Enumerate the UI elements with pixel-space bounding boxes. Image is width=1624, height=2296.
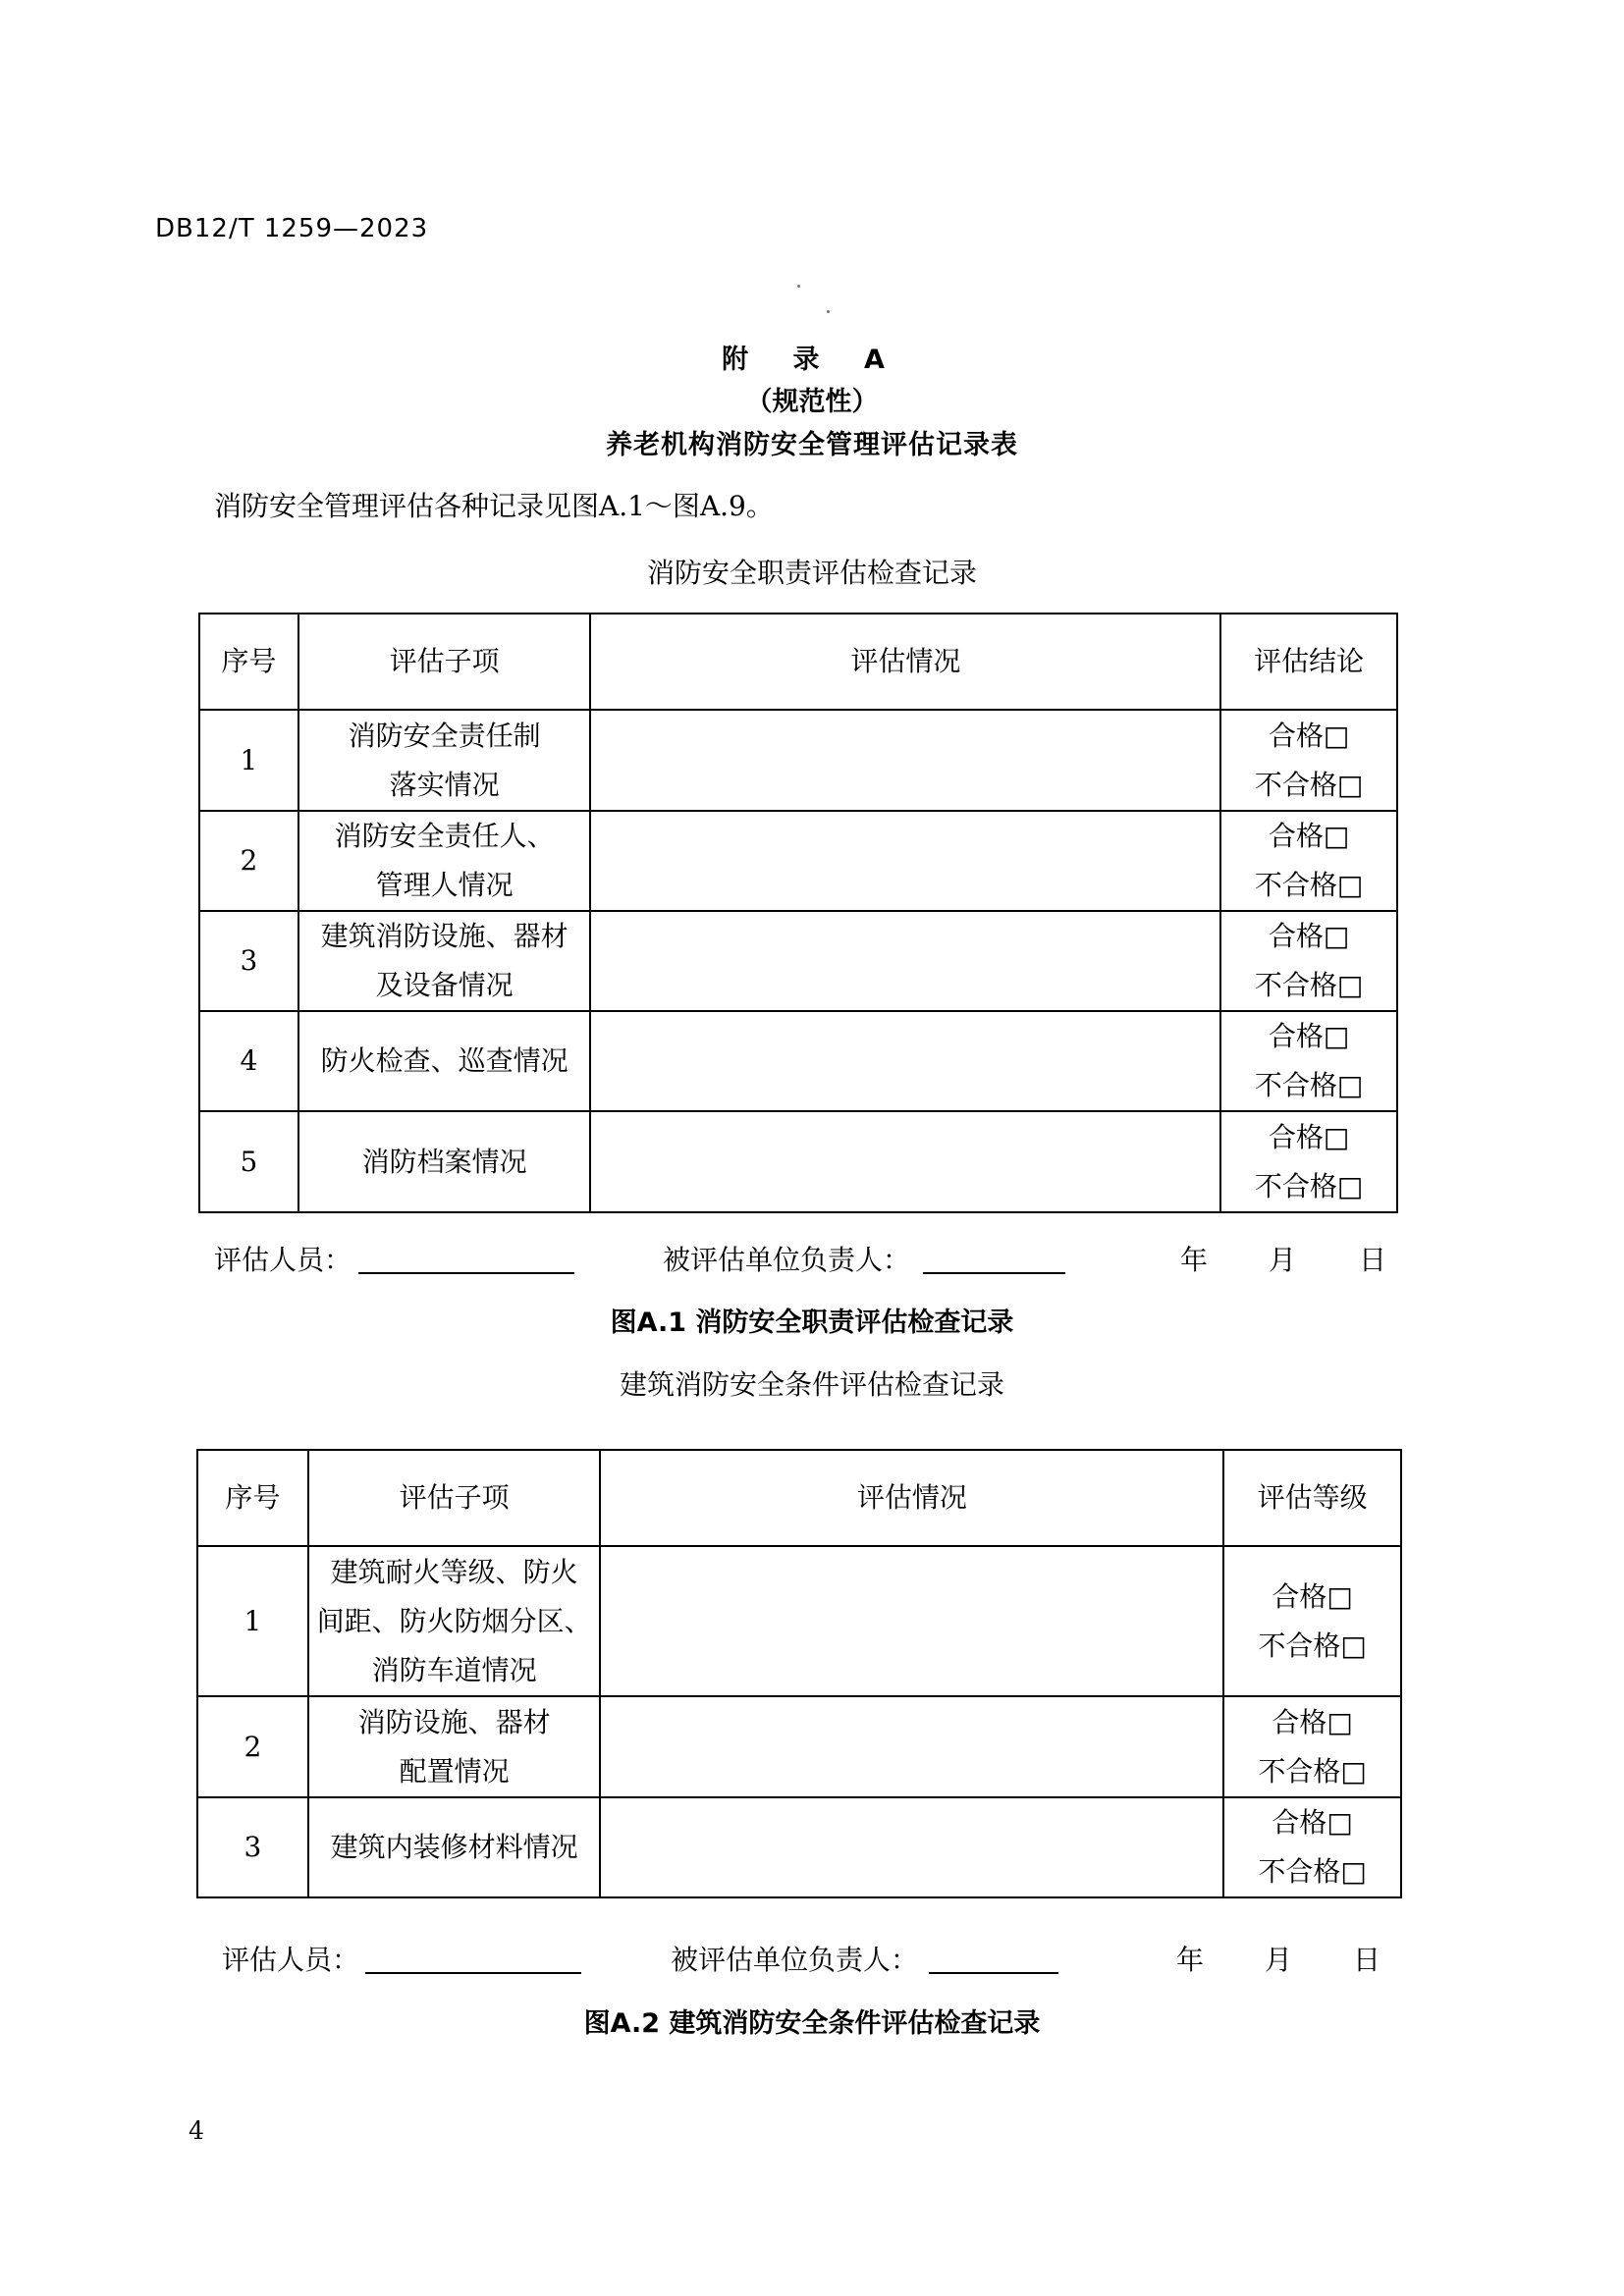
month-label: 月 — [1269, 1244, 1297, 1276]
item-line: 防火检查、巡查情况 — [320, 1044, 568, 1077]
document-code: DB12/T 1259—2023 — [155, 214, 429, 243]
pass-checkbox[interactable]: 合格□ — [1272, 1705, 1353, 1738]
assessor-signature-line[interactable] — [365, 1972, 581, 1974]
fail-checkbox[interactable]: 不合格□ — [1254, 969, 1364, 1001]
item-line: 及设备情况 — [375, 969, 514, 1001]
fail-checkbox[interactable]: 不合格□ — [1254, 869, 1364, 901]
status-cell[interactable] — [590, 811, 1220, 911]
item-line: 消防车道情况 — [371, 1653, 537, 1686]
row-number: 4 — [199, 1011, 298, 1111]
intro-paragraph: 消防安全管理评估各种记录见图A.1～图A.9。 — [214, 490, 774, 522]
appendix-nature: （规范性） — [745, 387, 879, 417]
row-number: 2 — [197, 1696, 308, 1797]
table-row — [197, 1546, 1401, 1696]
table1-header-row — [199, 614, 1397, 710]
table1 — [198, 613, 1398, 1213]
header-cell: 评估等级 — [1223, 1450, 1401, 1546]
item-cell — [298, 811, 591, 911]
pass-checkbox[interactable]: 合格□ — [1272, 1579, 1353, 1613]
header-cell: 评估子项 — [298, 614, 591, 710]
figure-caption-a2: 图A.2 建筑消防安全条件评估检查记录 — [583, 2008, 1041, 2039]
item-cell — [298, 1111, 591, 1212]
row-number: 1 — [199, 710, 298, 811]
item-cell — [308, 1546, 601, 1696]
unit-head-label: 被评估单位负责人： — [663, 1244, 911, 1276]
row-number: 1 — [197, 1546, 308, 1696]
grade-cell[interactable] — [1223, 1797, 1401, 1897]
row-number: 5 — [199, 1111, 298, 1212]
grade-cell[interactable] — [1223, 1696, 1401, 1797]
item-line: 管理人情况 — [375, 869, 514, 901]
table2 — [196, 1449, 1402, 1898]
item-line: 间距、防火防烟分区、 — [316, 1604, 592, 1637]
appendix-name: 养老机构消防安全管理评估记录表 — [606, 430, 1018, 460]
header-cell: 评估情况 — [600, 1450, 1223, 1546]
status-cell[interactable] — [590, 710, 1220, 811]
item-line: 消防设施、器材 — [357, 1705, 551, 1738]
item-cell — [308, 1696, 601, 1797]
table-row — [199, 710, 1397, 811]
assessor-label: 评估人员： — [214, 1244, 352, 1276]
header-cell: 评估结论 — [1220, 614, 1397, 710]
header-cell: 评估子项 — [308, 1450, 601, 1546]
status-cell[interactable] — [590, 1111, 1220, 1212]
conclusion-cell[interactable] — [1220, 710, 1397, 811]
table-row — [197, 1797, 1401, 1897]
conclusion-cell[interactable] — [1220, 811, 1397, 911]
pass-checkbox[interactable]: 合格□ — [1268, 920, 1350, 952]
item-line: 消防安全责任人、 — [334, 820, 555, 852]
day-label: 日 — [1353, 1944, 1381, 1976]
assessor-signature-line[interactable] — [358, 1272, 574, 1274]
grade-cell[interactable] — [1223, 1546, 1401, 1696]
status-cell[interactable] — [590, 1011, 1220, 1111]
table1-title: 消防安全职责评估检查记录 — [646, 557, 977, 589]
header-cell: 序号 — [199, 614, 298, 710]
item-line: 建筑内装修材料情况 — [330, 1831, 578, 1863]
fail-checkbox[interactable]: 不合格□ — [1258, 1629, 1367, 1662]
table-row — [199, 1111, 1397, 1212]
unit-head-label: 被评估单位负责人： — [671, 1944, 919, 1976]
table-row — [199, 911, 1397, 1011]
appendix-title: 附 录 A — [722, 345, 902, 375]
table-row — [197, 1696, 1401, 1797]
item-line: 消防档案情况 — [361, 1145, 527, 1178]
row-number: 3 — [197, 1797, 308, 1897]
status-cell[interactable] — [600, 1797, 1223, 1897]
header-cell: 评估情况 — [590, 614, 1220, 710]
table-row — [199, 811, 1397, 911]
pass-checkbox[interactable]: 合格□ — [1272, 1806, 1353, 1839]
item-cell — [298, 911, 591, 1011]
status-cell[interactable] — [600, 1696, 1223, 1797]
unit-head-signature-line[interactable] — [929, 1972, 1058, 1974]
fail-checkbox[interactable]: 不合格□ — [1254, 1069, 1364, 1101]
item-cell — [308, 1797, 601, 1897]
pass-checkbox[interactable]: 合格□ — [1268, 1120, 1350, 1153]
stray-dot — [827, 310, 830, 313]
year-label: 年 — [1180, 1244, 1209, 1276]
item-line: 建筑耐火等级、防火 — [330, 1555, 578, 1588]
pass-checkbox[interactable]: 合格□ — [1268, 719, 1350, 752]
fail-checkbox[interactable]: 不合格□ — [1258, 1855, 1367, 1888]
row-number: 3 — [199, 911, 298, 1011]
header-cell: 序号 — [197, 1450, 308, 1546]
figure-caption-a1: 图A.1 消防安全职责评估检查记录 — [610, 1308, 1014, 1338]
month-label: 月 — [1265, 1944, 1293, 1976]
item-line: 建筑消防设施、器材 — [320, 920, 568, 952]
fail-checkbox[interactable]: 不合格□ — [1254, 768, 1364, 801]
item-cell — [298, 1011, 591, 1111]
fail-checkbox[interactable]: 不合格□ — [1258, 1754, 1367, 1788]
day-label: 日 — [1359, 1244, 1387, 1276]
assessor-label: 评估人员： — [222, 1944, 360, 1976]
table2-signoff — [0, 1939, 1624, 1978]
status-cell[interactable] — [600, 1546, 1223, 1696]
page-number: 4 — [189, 2116, 204, 2145]
table2-header-row — [197, 1450, 1401, 1546]
row-number: 2 — [199, 811, 298, 911]
item-line: 落实情况 — [389, 768, 500, 801]
unit-head-signature-line[interactable] — [923, 1272, 1065, 1274]
year-label: 年 — [1176, 1944, 1205, 1976]
stray-dot — [797, 285, 800, 288]
pass-checkbox[interactable]: 合格□ — [1268, 820, 1350, 852]
table2-title: 建筑消防安全条件评估检查记录 — [619, 1368, 1004, 1401]
table-row — [199, 1011, 1397, 1111]
status-cell[interactable] — [590, 911, 1220, 1011]
table1-signoff — [0, 1239, 1624, 1278]
conclusion-cell[interactable] — [1220, 1111, 1397, 1212]
fail-checkbox[interactable]: 不合格□ — [1254, 1169, 1364, 1202]
item-line: 消防安全责任制 — [348, 719, 541, 752]
pass-checkbox[interactable]: 合格□ — [1268, 1020, 1350, 1052]
item-line: 配置情况 — [399, 1754, 510, 1788]
conclusion-cell[interactable] — [1220, 1011, 1397, 1111]
item-cell — [298, 710, 591, 811]
conclusion-cell[interactable] — [1220, 911, 1397, 1011]
